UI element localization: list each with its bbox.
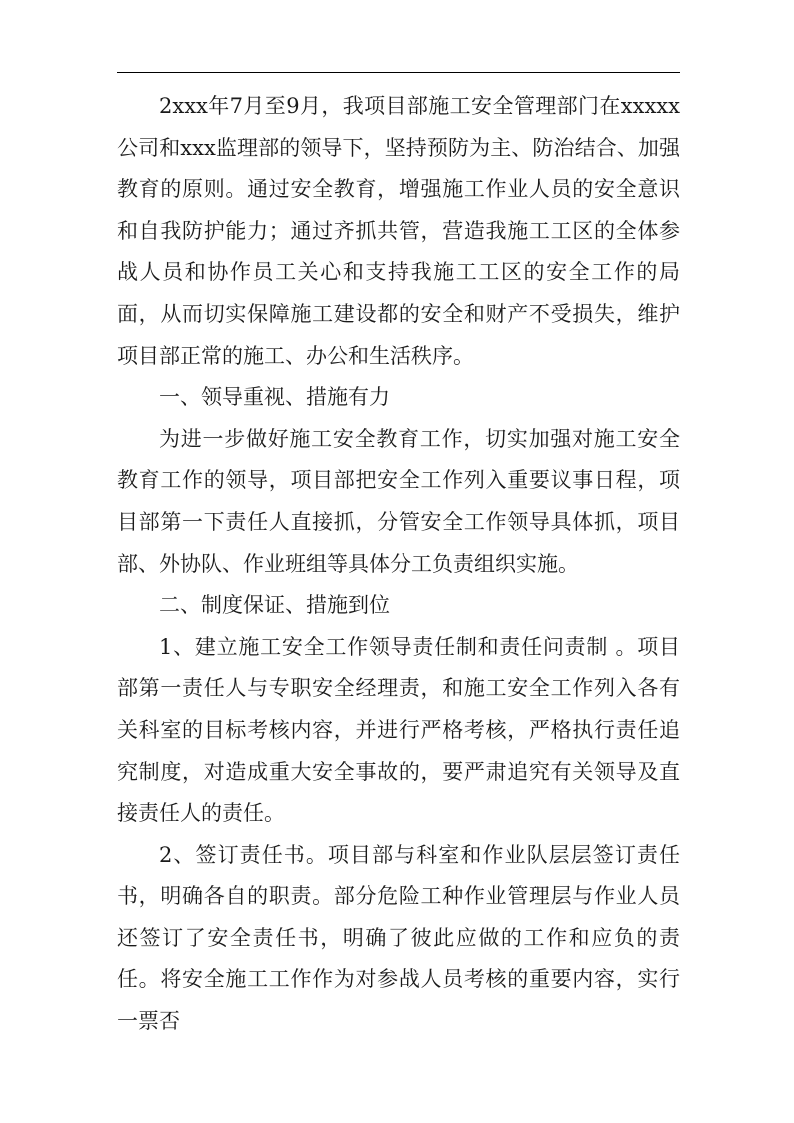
header-rule [117,72,680,73]
section-heading-1: 一、领导重视、措施有力 [159,385,390,410]
document-body [117,86,680,1043]
paragraph-item-1: 1、建立施工安全工作领导责任制和责任问责制 。项目部第一责任人与专职安全经理责，和施工安全工作列入各有关科室的目标考核内容，并进行严格考核，严格执行责任追究制度，对造成重大安全事故的，要严肃追究有关领导及直接责任人的责任。 [117,634,680,826]
paragraph-item-2: 2、签订责任书。项目部与科室和作业队层层签订责任书，明确各自的职责。部分危险工种作业管理层与作业人员还签订了安全责任书，明确了彼此应做的工作和应负的责任。将安全施工工作作为对参战人员考核的重要内容，实行一票否 [117,842,680,1034]
section-heading-2: 二、制度保证、措施到位 [159,593,390,618]
paragraph-section-1: 为进一步做好施工安全教育工作，切实加强对施工安全教育工作的领导，项目部把安全工作列入重要议事日程，项目部第一下责任人直接抓，分管安全工作领导具体抓，项目部、外协队、作业班组等具体分工负责组织实施。 [117,426,680,576]
paragraph-intro: 2xxx年7月至9月，我项目部施工安全管理部门在xxxxx公司和xxx监理部的领导下，坚持预防为主、防治结合、加强教育的原则。通过安全教育，增强施工作业人员的安全意识和自我防护能力；通过齐抓共管，营造我施工工区的全体参战人员和协作员工关心和支持我施工工区的安全工作的局面，从而切实保障施工建设都的安全和财产不受损失，维护项目部正常的施工、办公和生活秩序。 [117,94,680,368]
